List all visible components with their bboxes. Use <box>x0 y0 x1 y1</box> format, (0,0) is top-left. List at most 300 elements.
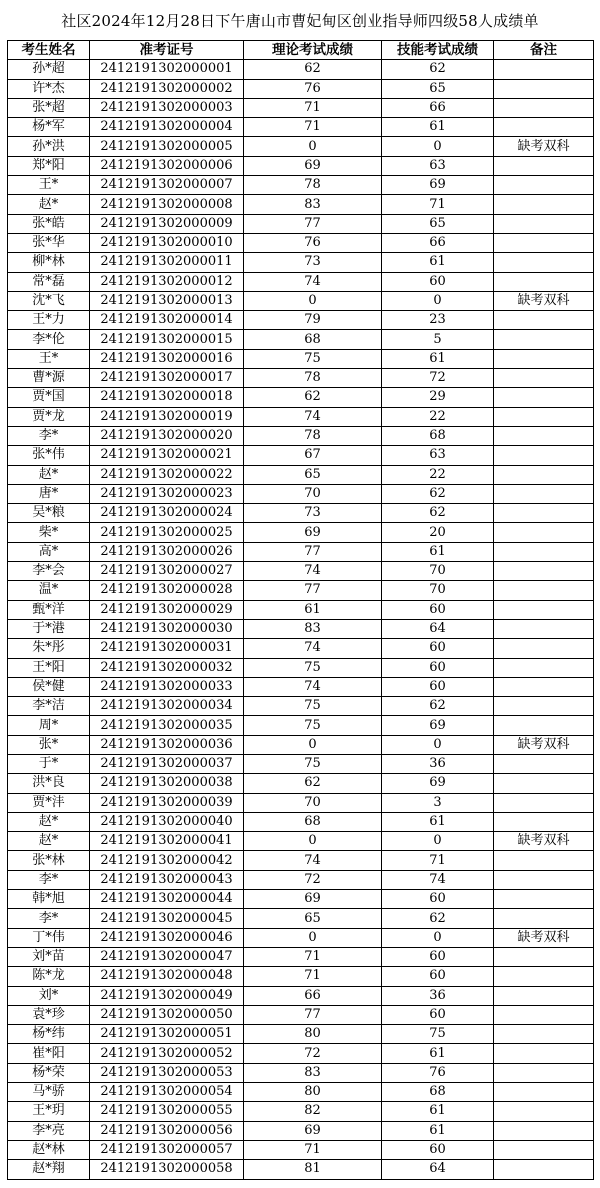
theory-score-cell: 77 <box>244 1005 382 1024</box>
candidate-name-cell: 张* <box>8 735 90 754</box>
remarks-cell <box>494 754 594 773</box>
table-row <box>8 909 594 928</box>
exam-id-cell: 2412191302000020 <box>90 426 244 445</box>
skill-score-cell: 61 <box>382 1044 494 1063</box>
remarks-cell <box>494 504 594 523</box>
exam-id-cell: 2412191302000036 <box>90 735 244 754</box>
remarks-cell: 缺考双科 <box>494 137 594 156</box>
candidate-name-cell: 高* <box>8 542 90 561</box>
candidate-name-cell: 柳*林 <box>8 253 90 272</box>
document-title: 社区2024年12月28日下午唐山市曹妃甸区创业指导师四级58人成绩单 <box>61 12 539 30</box>
remarks-cell <box>494 677 594 696</box>
table-row <box>8 832 594 851</box>
theory-score-cell: 74 <box>244 851 382 870</box>
table-row <box>8 118 594 137</box>
table-row <box>8 639 594 658</box>
table-row <box>8 176 594 195</box>
exam-id-cell: 2412191302000029 <box>90 600 244 619</box>
table-row <box>8 1102 594 1121</box>
theory-score-cell: 69 <box>244 890 382 909</box>
exam-id-cell: 2412191302000017 <box>90 369 244 388</box>
table-row <box>8 890 594 909</box>
table-row <box>8 1005 594 1024</box>
remarks-cell <box>494 407 594 426</box>
exam-id-cell: 2412191302000049 <box>90 986 244 1005</box>
skill-score-cell: 62 <box>382 60 494 79</box>
table-row <box>8 137 594 156</box>
skill-score-cell: 62 <box>382 484 494 503</box>
candidate-name-cell: 曹*源 <box>8 369 90 388</box>
skill-score-cell: 64 <box>382 619 494 638</box>
remarks-cell <box>494 233 594 252</box>
exam-id-cell: 2412191302000001 <box>90 60 244 79</box>
theory-score-cell: 75 <box>244 658 382 677</box>
table-row <box>8 484 594 503</box>
exam-id-cell: 2412191302000031 <box>90 639 244 658</box>
theory-score-cell: 79 <box>244 311 382 330</box>
table-row <box>8 735 594 754</box>
exam-id-cell: 2412191302000010 <box>90 233 244 252</box>
candidate-name-cell: 赵*翔 <box>8 1160 90 1179</box>
remarks-cell <box>494 562 594 581</box>
table-row <box>8 754 594 773</box>
exam-id-cell: 2412191302000026 <box>90 542 244 561</box>
candidate-name-cell: 唐* <box>8 484 90 503</box>
skill-score-cell: 66 <box>382 98 494 117</box>
table-row <box>8 1044 594 1063</box>
exam-id-cell: 2412191302000050 <box>90 1005 244 1024</box>
exam-id-cell: 2412191302000052 <box>90 1044 244 1063</box>
exam-id-cell: 2412191302000047 <box>90 947 244 966</box>
theory-score-cell: 76 <box>244 79 382 98</box>
remarks-cell <box>494 176 594 195</box>
exam-id-cell: 2412191302000039 <box>90 793 244 812</box>
table-row <box>8 272 594 291</box>
exam-id-cell: 2412191302000035 <box>90 716 244 735</box>
candidate-name-cell: 李* <box>8 870 90 889</box>
table-row <box>8 233 594 252</box>
theory-score-cell: 62 <box>244 60 382 79</box>
skill-score-cell: 75 <box>382 1025 494 1044</box>
table-row <box>8 562 594 581</box>
remarks-cell <box>494 369 594 388</box>
exam-id-cell: 2412191302000033 <box>90 677 244 696</box>
exam-id-cell: 2412191302000007 <box>90 176 244 195</box>
skill-score-cell: 22 <box>382 465 494 484</box>
table-row <box>8 677 594 696</box>
candidate-name-cell: 赵* <box>8 465 90 484</box>
candidate-name-cell: 张*伟 <box>8 446 90 465</box>
skill-score-cell: 60 <box>382 947 494 966</box>
theory-score-cell: 71 <box>244 1140 382 1159</box>
column-header-theory-score: 理论考试成绩 <box>244 41 382 60</box>
skill-score-cell: 60 <box>382 677 494 696</box>
table-row <box>8 928 594 947</box>
exam-id-cell: 2412191302000040 <box>90 812 244 831</box>
table-row <box>8 156 594 175</box>
candidate-name-cell: 张*超 <box>8 98 90 117</box>
table-row <box>8 716 594 735</box>
exam-id-cell: 2412191302000057 <box>90 1140 244 1159</box>
theory-score-cell: 82 <box>244 1102 382 1121</box>
candidate-name-cell: 王*力 <box>8 311 90 330</box>
table-row <box>8 349 594 368</box>
remarks-cell <box>494 118 594 137</box>
exam-id-cell: 2412191302000013 <box>90 291 244 310</box>
skill-score-cell: 60 <box>382 658 494 677</box>
candidate-name-cell: 孙*洪 <box>8 137 90 156</box>
exam-id-cell: 2412191302000021 <box>90 446 244 465</box>
remarks-cell <box>494 793 594 812</box>
candidate-name-cell: 杨*军 <box>8 118 90 137</box>
table-row <box>8 1160 594 1179</box>
candidate-name-cell: 丁*伟 <box>8 928 90 947</box>
table-row <box>8 1063 594 1082</box>
skill-score-cell: 61 <box>382 253 494 272</box>
remarks-cell <box>494 851 594 870</box>
table-row <box>8 793 594 812</box>
candidate-name-cell: 于*港 <box>8 619 90 638</box>
candidate-name-cell: 王* <box>8 349 90 368</box>
skill-score-cell: 0 <box>382 832 494 851</box>
remarks-cell <box>494 1025 594 1044</box>
candidate-name-cell: 洪*良 <box>8 774 90 793</box>
candidate-name-cell: 崔*阳 <box>8 1044 90 1063</box>
remarks-cell <box>494 890 594 909</box>
skill-score-cell: 22 <box>382 407 494 426</box>
remarks-cell: 缺考双科 <box>494 735 594 754</box>
exam-id-cell: 2412191302000009 <box>90 214 244 233</box>
remarks-cell <box>494 253 594 272</box>
exam-id-cell: 2412191302000011 <box>90 253 244 272</box>
remarks-cell <box>494 947 594 966</box>
skill-score-cell: 0 <box>382 137 494 156</box>
candidate-name-cell: 李* <box>8 909 90 928</box>
candidate-name-cell: 李*会 <box>8 562 90 581</box>
exam-id-cell: 2412191302000046 <box>90 928 244 947</box>
table-row <box>8 253 594 272</box>
remarks-cell <box>494 60 594 79</box>
candidate-name-cell: 孙*超 <box>8 60 90 79</box>
theory-score-cell: 78 <box>244 426 382 445</box>
column-header-remarks: 备注 <box>494 41 594 60</box>
skill-score-cell: 70 <box>382 562 494 581</box>
theory-score-cell: 72 <box>244 870 382 889</box>
candidate-name-cell: 陈*龙 <box>8 967 90 986</box>
theory-score-cell: 80 <box>244 1083 382 1102</box>
skill-score-cell: 23 <box>382 311 494 330</box>
skill-score-cell: 66 <box>382 233 494 252</box>
exam-id-cell: 2412191302000041 <box>90 832 244 851</box>
exam-id-cell: 2412191302000055 <box>90 1102 244 1121</box>
table-row <box>8 407 594 426</box>
theory-score-cell: 74 <box>244 562 382 581</box>
candidate-name-cell: 刘*苗 <box>8 947 90 966</box>
remarks-cell <box>494 967 594 986</box>
remarks-cell <box>494 639 594 658</box>
skill-score-cell: 60 <box>382 600 494 619</box>
theory-score-cell: 0 <box>244 832 382 851</box>
exam-id-cell: 2412191302000042 <box>90 851 244 870</box>
table-row <box>8 388 594 407</box>
candidate-name-cell: 张*华 <box>8 233 90 252</box>
remarks-cell: 缺考双科 <box>494 928 594 947</box>
candidate-name-cell: 赵*林 <box>8 1140 90 1159</box>
remarks-cell <box>494 446 594 465</box>
exam-id-cell: 2412191302000054 <box>90 1083 244 1102</box>
header-row <box>8 41 594 60</box>
exam-id-cell: 2412191302000024 <box>90 504 244 523</box>
theory-score-cell: 75 <box>244 716 382 735</box>
table-row <box>8 947 594 966</box>
skill-score-cell: 0 <box>382 291 494 310</box>
table-row <box>8 214 594 233</box>
skill-score-cell: 61 <box>382 1121 494 1140</box>
skill-score-cell: 61 <box>382 812 494 831</box>
candidate-name-cell: 李* <box>8 426 90 445</box>
candidate-name-cell: 常*磊 <box>8 272 90 291</box>
candidate-name-cell: 沈*飞 <box>8 291 90 310</box>
theory-score-cell: 76 <box>244 233 382 252</box>
theory-score-cell: 71 <box>244 118 382 137</box>
candidate-name-cell: 李*亮 <box>8 1121 90 1140</box>
exam-id-cell: 2412191302000014 <box>90 311 244 330</box>
skill-score-cell: 62 <box>382 504 494 523</box>
theory-score-cell: 66 <box>244 986 382 1005</box>
theory-score-cell: 69 <box>244 156 382 175</box>
theory-score-cell: 77 <box>244 542 382 561</box>
skill-score-cell: 69 <box>382 716 494 735</box>
candidate-name-cell: 王*玥 <box>8 1102 90 1121</box>
theory-score-cell: 75 <box>244 697 382 716</box>
skill-score-cell: 71 <box>382 195 494 214</box>
exam-id-cell: 2412191302000005 <box>90 137 244 156</box>
skill-score-cell: 68 <box>382 426 494 445</box>
table-row <box>8 697 594 716</box>
exam-id-cell: 2412191302000023 <box>90 484 244 503</box>
skill-score-cell: 36 <box>382 754 494 773</box>
exam-id-cell: 2412191302000032 <box>90 658 244 677</box>
exam-id-cell: 2412191302000015 <box>90 330 244 349</box>
theory-score-cell: 67 <box>244 446 382 465</box>
column-header-name: 考生姓名 <box>8 41 90 60</box>
theory-score-cell: 74 <box>244 677 382 696</box>
table-row <box>8 870 594 889</box>
remarks-cell <box>494 1005 594 1024</box>
remarks-cell <box>494 311 594 330</box>
exam-id-cell: 2412191302000034 <box>90 697 244 716</box>
remarks-cell <box>494 156 594 175</box>
skill-score-cell: 60 <box>382 272 494 291</box>
exam-id-cell: 2412191302000038 <box>90 774 244 793</box>
remarks-cell <box>494 1063 594 1082</box>
table-row <box>8 581 594 600</box>
theory-score-cell: 65 <box>244 909 382 928</box>
skill-score-cell: 0 <box>382 928 494 947</box>
remarks-cell <box>494 195 594 214</box>
theory-score-cell: 83 <box>244 619 382 638</box>
candidate-name-cell: 贾*沣 <box>8 793 90 812</box>
skill-score-cell: 61 <box>382 349 494 368</box>
table-row <box>8 851 594 870</box>
skill-score-cell: 72 <box>382 369 494 388</box>
exam-id-cell: 2412191302000058 <box>90 1160 244 1179</box>
table-row <box>8 812 594 831</box>
theory-score-cell: 72 <box>244 1044 382 1063</box>
candidate-name-cell: 袁*珍 <box>8 1005 90 1024</box>
table-row <box>8 774 594 793</box>
candidate-name-cell: 吴*粮 <box>8 504 90 523</box>
exam-id-cell: 2412191302000019 <box>90 407 244 426</box>
remarks-cell <box>494 484 594 503</box>
remarks-cell <box>494 330 594 349</box>
table-row <box>8 98 594 117</box>
theory-score-cell: 62 <box>244 388 382 407</box>
candidate-name-cell: 贾*龙 <box>8 407 90 426</box>
skill-score-cell: 61 <box>382 542 494 561</box>
remarks-cell <box>494 1140 594 1159</box>
skill-score-cell: 71 <box>382 851 494 870</box>
skill-score-cell: 68 <box>382 1083 494 1102</box>
candidate-name-cell: 朱*彤 <box>8 639 90 658</box>
skill-score-cell: 60 <box>382 639 494 658</box>
remarks-cell <box>494 774 594 793</box>
table-row <box>8 465 594 484</box>
skill-score-cell: 29 <box>382 388 494 407</box>
candidate-name-cell: 周* <box>8 716 90 735</box>
candidate-name-cell: 张*皓 <box>8 214 90 233</box>
remarks-cell: 缺考双科 <box>494 291 594 310</box>
theory-score-cell: 83 <box>244 1063 382 1082</box>
remarks-cell <box>494 214 594 233</box>
remarks-cell <box>494 1044 594 1063</box>
exam-id-cell: 2412191302000012 <box>90 272 244 291</box>
theory-score-cell: 81 <box>244 1160 382 1179</box>
table-row <box>8 600 594 619</box>
table-row <box>8 504 594 523</box>
theory-score-cell: 71 <box>244 98 382 117</box>
exam-id-cell: 2412191302000003 <box>90 98 244 117</box>
candidate-name-cell: 李*洁 <box>8 697 90 716</box>
exam-id-cell: 2412191302000053 <box>90 1063 244 1082</box>
theory-score-cell: 68 <box>244 812 382 831</box>
theory-score-cell: 0 <box>244 137 382 156</box>
remarks-cell <box>494 909 594 928</box>
exam-id-cell: 2412191302000022 <box>90 465 244 484</box>
remarks-cell <box>494 465 594 484</box>
candidate-name-cell: 王*阳 <box>8 658 90 677</box>
remarks-cell <box>494 523 594 542</box>
theory-score-cell: 75 <box>244 349 382 368</box>
exam-id-cell: 2412191302000028 <box>90 581 244 600</box>
remarks-cell <box>494 658 594 677</box>
skill-score-cell: 69 <box>382 774 494 793</box>
candidate-name-cell: 张*林 <box>8 851 90 870</box>
theory-score-cell: 73 <box>244 253 382 272</box>
skill-score-cell: 63 <box>382 446 494 465</box>
remarks-cell <box>494 1160 594 1179</box>
skill-score-cell: 61 <box>382 1102 494 1121</box>
remarks-cell <box>494 870 594 889</box>
theory-score-cell: 65 <box>244 465 382 484</box>
remarks-cell <box>494 697 594 716</box>
exam-id-cell: 2412191302000048 <box>90 967 244 986</box>
candidate-name-cell: 杨*荣 <box>8 1063 90 1082</box>
exam-id-cell: 2412191302000044 <box>90 890 244 909</box>
table-row <box>8 311 594 330</box>
candidate-name-cell: 许*杰 <box>8 79 90 98</box>
table-row <box>8 330 594 349</box>
table-row <box>8 619 594 638</box>
theory-score-cell: 70 <box>244 793 382 812</box>
candidate-name-cell: 甄*洋 <box>8 600 90 619</box>
remarks-cell <box>494 1083 594 1102</box>
exam-id-cell: 2412191302000045 <box>90 909 244 928</box>
table-row <box>8 369 594 388</box>
candidate-name-cell: 郑*阳 <box>8 156 90 175</box>
skill-score-cell: 20 <box>382 523 494 542</box>
theory-score-cell: 61 <box>244 600 382 619</box>
remarks-cell <box>494 1102 594 1121</box>
table-row <box>8 291 594 310</box>
skill-score-cell: 65 <box>382 214 494 233</box>
exam-id-cell: 2412191302000016 <box>90 349 244 368</box>
theory-score-cell: 74 <box>244 407 382 426</box>
theory-score-cell: 74 <box>244 639 382 658</box>
remarks-cell <box>494 272 594 291</box>
candidate-name-cell: 贾*国 <box>8 388 90 407</box>
skill-score-cell: 64 <box>382 1160 494 1179</box>
theory-score-cell: 80 <box>244 1025 382 1044</box>
skill-score-cell: 60 <box>382 967 494 986</box>
table-row <box>8 446 594 465</box>
theory-score-cell: 0 <box>244 735 382 754</box>
exam-id-cell: 2412191302000037 <box>90 754 244 773</box>
table-row <box>8 426 594 445</box>
exam-id-cell: 2412191302000008 <box>90 195 244 214</box>
remarks-cell <box>494 349 594 368</box>
column-header-skill-score: 技能考试成绩 <box>382 41 494 60</box>
candidate-name-cell: 李*伦 <box>8 330 90 349</box>
skill-score-cell: 70 <box>382 581 494 600</box>
remarks-cell <box>494 812 594 831</box>
candidate-name-cell: 柴* <box>8 523 90 542</box>
exam-id-cell: 2412191302000018 <box>90 388 244 407</box>
remarks-cell <box>494 716 594 735</box>
skill-score-cell: 76 <box>382 1063 494 1082</box>
theory-score-cell: 68 <box>244 330 382 349</box>
exam-id-cell: 2412191302000043 <box>90 870 244 889</box>
column-header-exam-id: 准考证号 <box>90 41 244 60</box>
theory-score-cell: 83 <box>244 195 382 214</box>
theory-score-cell: 71 <box>244 967 382 986</box>
theory-score-cell: 0 <box>244 291 382 310</box>
remarks-cell <box>494 1121 594 1140</box>
score-table <box>7 40 594 1180</box>
theory-score-cell: 78 <box>244 369 382 388</box>
skill-score-cell: 5 <box>382 330 494 349</box>
table-row <box>8 658 594 677</box>
table-row <box>8 523 594 542</box>
remarks-cell <box>494 98 594 117</box>
theory-score-cell: 71 <box>244 947 382 966</box>
table-row <box>8 1025 594 1044</box>
theory-score-cell: 0 <box>244 928 382 947</box>
table-row <box>8 1121 594 1140</box>
candidate-name-cell: 马*骄 <box>8 1083 90 1102</box>
candidate-name-cell: 刘* <box>8 986 90 1005</box>
candidate-name-cell: 赵* <box>8 195 90 214</box>
